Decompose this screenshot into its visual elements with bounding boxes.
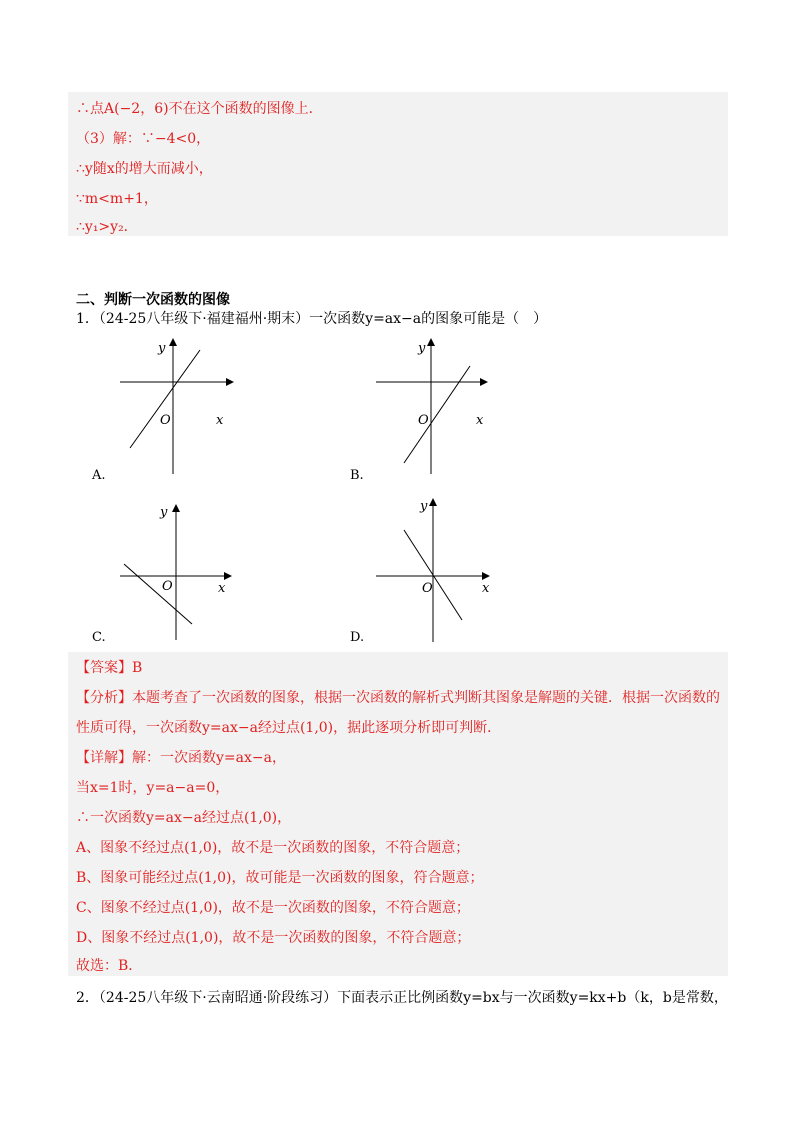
graph-a: [112, 336, 252, 476]
graph-line: [130, 350, 200, 448]
detail-line-1: 【详解】解：一次函数y=ax−a，: [76, 750, 286, 766]
origin-label: O: [162, 579, 173, 594]
origin-label: O: [418, 413, 429, 428]
option-d-label: D.: [350, 630, 365, 645]
analysis-line-2: 性质可得，一次函数y=ax−a经过点(1,0)，据此逐项分析即可判断．: [76, 720, 502, 736]
section-title: 二、判断一次函数的图像: [76, 292, 230, 308]
option-c-label: C.: [92, 630, 106, 645]
option-b-label: B.: [350, 468, 364, 483]
question-2-text: 2．（24-25八年级下·云南昭通·阶段练习）下面表示正比例函数y=bx与一次函数y=kx+b（k，b是常数，: [76, 990, 728, 1006]
origin-label: O: [160, 413, 171, 428]
graph-line: [404, 366, 470, 463]
solution-line-2: （3）解：∵−4<0，: [76, 131, 211, 147]
detail-line-c: C、图象不经过点(1,0)，故不是一次函数的图象，不符合题意；: [76, 900, 470, 916]
answer-line: 【答案】B: [76, 660, 143, 676]
detail-line-3: ∴一次函数y=ax−a经过点(1,0)，: [76, 810, 292, 826]
final-choice-line: 故选：B．: [76, 958, 143, 974]
origin-label: O: [422, 581, 433, 596]
solution-line-5: ∴y₁>y₂．: [76, 219, 138, 235]
y-axis-label: y: [420, 499, 428, 514]
detail-line-2: 当x=1时，y=a−a=0，: [76, 780, 230, 796]
graph-d: [370, 496, 510, 646]
detail-line-b: B、图象可能经过点(1,0)，故可能是一次函数的图象，符合题意；: [76, 870, 484, 886]
x-axis-label: x: [482, 581, 490, 596]
analysis-line-1: 【分析】本题考查了一次函数的图象，根据一次函数的解析式判断其图象是解题的关键．根据一次函数的: [76, 690, 720, 706]
option-a-label: A.: [92, 468, 106, 483]
graph-line: [124, 564, 192, 624]
detail-line-a: A、图象不经过点(1,0)，故不是一次函数的图象，不符合题意；: [76, 840, 470, 856]
x-axis-label: x: [476, 413, 484, 428]
x-axis-label: x: [218, 581, 226, 596]
y-axis-label: y: [158, 341, 166, 356]
graph-c: [112, 500, 252, 640]
graph-b: [370, 336, 510, 476]
y-axis-label: y: [160, 505, 168, 520]
y-axis-label: y: [418, 341, 426, 356]
solution-line-4: ∵m<m+1，: [76, 191, 158, 207]
x-axis-label: x: [216, 413, 224, 428]
solution-line-1: ∴点A(−2，6)不在这个函数的图像上．: [76, 101, 323, 117]
solution-line-3: ∴y随x的增大而减小，: [76, 161, 213, 177]
question-1-text: 1．（24-25八年级下·福建福州·期末）一次函数y=ax−a的图象可能是（ ）: [76, 311, 548, 327]
detail-line-d: D、图象不经过点(1,0)，故不是一次函数的图象，不符合题意；: [76, 930, 471, 946]
